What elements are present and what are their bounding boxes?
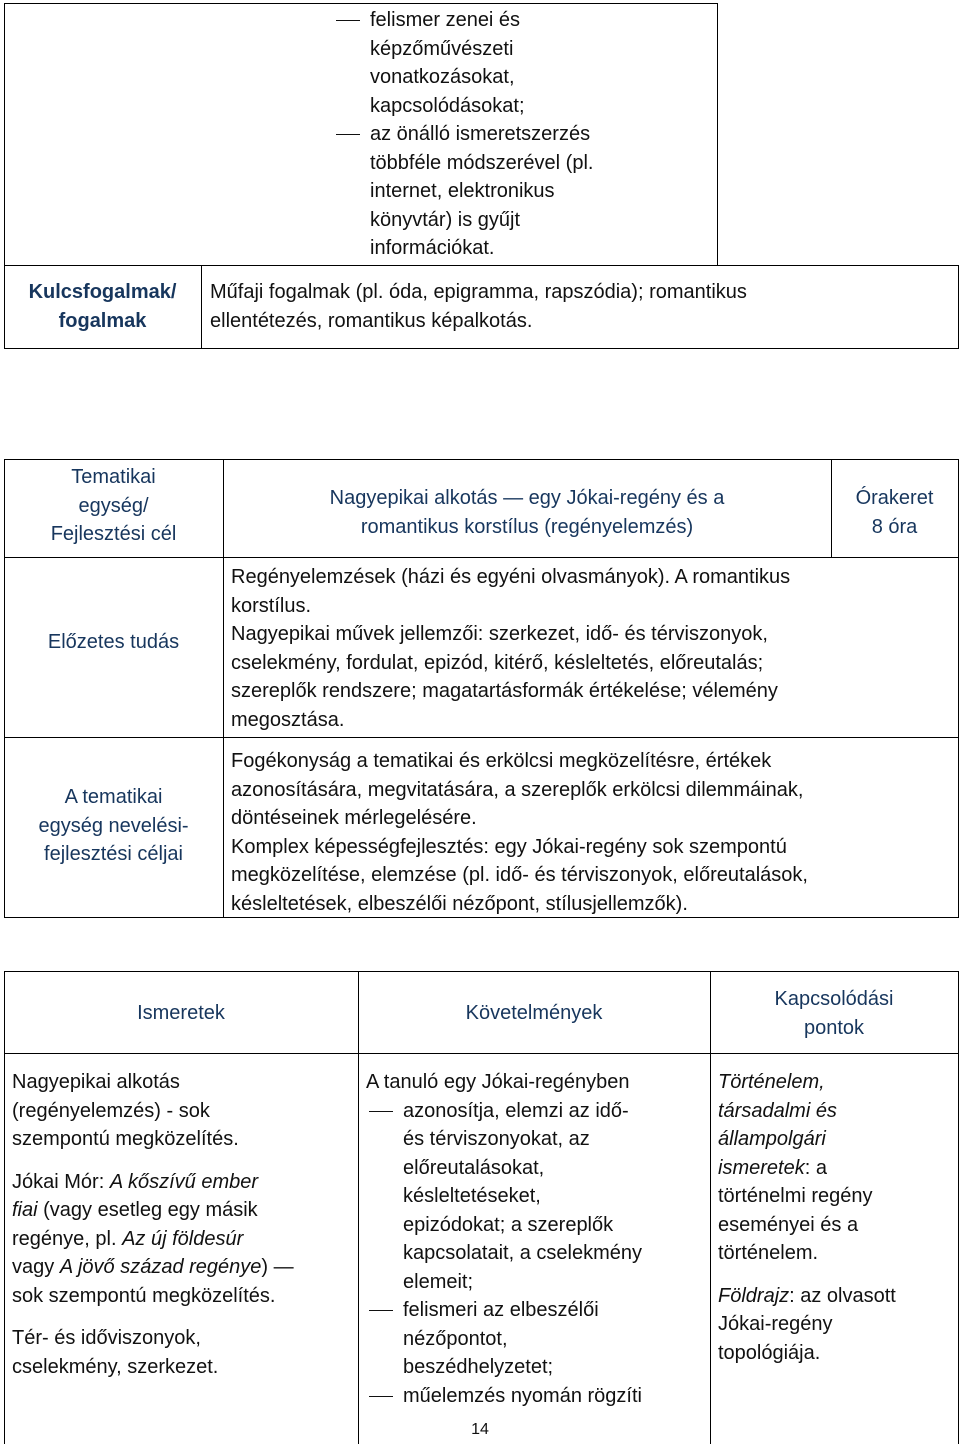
list-item: felismer zenei és képzőművészeti vonatkozásokat, kapcsolódásokat; bbox=[370, 6, 700, 120]
unit-label: Tematikai egység/ Fejlesztési cél bbox=[50, 466, 177, 545]
list-item: felismeri az elbeszélői nézőpontot, beszédhelyzetet; bbox=[403, 1296, 706, 1382]
requirements-intro: A tanuló egy Jókai-regényben bbox=[366, 1071, 630, 1093]
goals-label: A tematikai egység nevelési- fejlesztési céljai bbox=[38, 786, 189, 865]
prior-knowledge-text: Regényelemzések (házi és egyéni olvasmányok). A romantikus korstílus. Nagyepikai művek jellemzői: szerkezet, idő- és térviszonyok, cselekmény, fordulat, epizód, kitérő, késleltetés, előreutalás; szereplők rendszere; magatartásformák értékelése; vélemény megosztása. bbox=[231, 566, 791, 731]
knowledge-paragraph: Jókai Mór: A kőszívű ember fiai (vagy esetleg egy másik regénye, pl. Az új földesúr vagy A jövő század regénye) ― sok szempontú megközelítés. bbox=[12, 1170, 294, 1307]
knowledge-paragraph: Tér- és időviszonyok, cselekmény, szerkezet. bbox=[12, 1327, 219, 1378]
prior-knowledge-label: Előzetes tudás bbox=[47, 631, 180, 653]
list-item: műelemzés nyomán rögzíti bbox=[403, 1382, 706, 1411]
links-paragraph: Történelem, társadalmi és állampolgári ismeretek: a történelmi regény eseményei és a történelem. bbox=[718, 1071, 873, 1264]
knowledge-column bbox=[12, 1068, 354, 1381]
links-paragraph: Földrajz: az olvasott Jókai-regény topológiája. bbox=[718, 1284, 896, 1364]
key-concepts-text: Műfaji fogalmak (pl. óda, epigramma, rapszódia); romantikus ellentétezés, romantikus képalkotás. bbox=[210, 281, 747, 332]
header-knowledge: Ismeretek bbox=[137, 1002, 225, 1024]
key-concepts-label: Kulcsfogalmak/ fogalmak bbox=[28, 281, 177, 332]
requirements-column bbox=[366, 1068, 706, 1410]
requirements-list bbox=[366, 1097, 706, 1411]
goals-text: Fogékonyság a tematikai és erkölcsi megközelítésre, értékek azonosítására, megvitatására, a szereplők erkölcsi dilemmáinak, döntéseinek mérlegelésére. Komplex képességfejlesztés: egy Jókai-regény sok szempontú megközelítése, elemzése (pl. idő- és térviszonyok, előreutalások, késleltetések, elbeszélői nézőpont, stílusjellemzők). bbox=[231, 750, 808, 915]
hours-value: 8 óra bbox=[871, 515, 918, 538]
top-competency-list bbox=[370, 6, 700, 263]
list-item: azonosítja, elemzi az idő- és térviszonyokat, az előreutalásokat, késleltetéseket, epizódokat; a szereplők kapcsolatait, a cselekmény elemeit; bbox=[403, 1097, 706, 1297]
header-requirements: Követelmények bbox=[465, 1002, 603, 1024]
knowledge-paragraph: Nagyepikai alkotás (regényelemzés) - sok szempontú megközelítés. bbox=[12, 1071, 239, 1150]
header-links: Kapcsolódási pontok bbox=[774, 988, 894, 1039]
hours-cell bbox=[831, 484, 958, 541]
links-column bbox=[718, 1068, 954, 1367]
list-item: az önálló ismeretszerzés többféle módszerével (pl. internet, elektronikus könyvtár) is gyűjt információkat. bbox=[370, 120, 700, 263]
hours-label: Órakeret bbox=[855, 487, 934, 509]
unit-title: Nagyepikai alkotás ― egy Jókai-regény és a romantikus korstílus (regényelemzés) bbox=[329, 487, 725, 538]
page-number: 14 bbox=[471, 1421, 489, 1438]
